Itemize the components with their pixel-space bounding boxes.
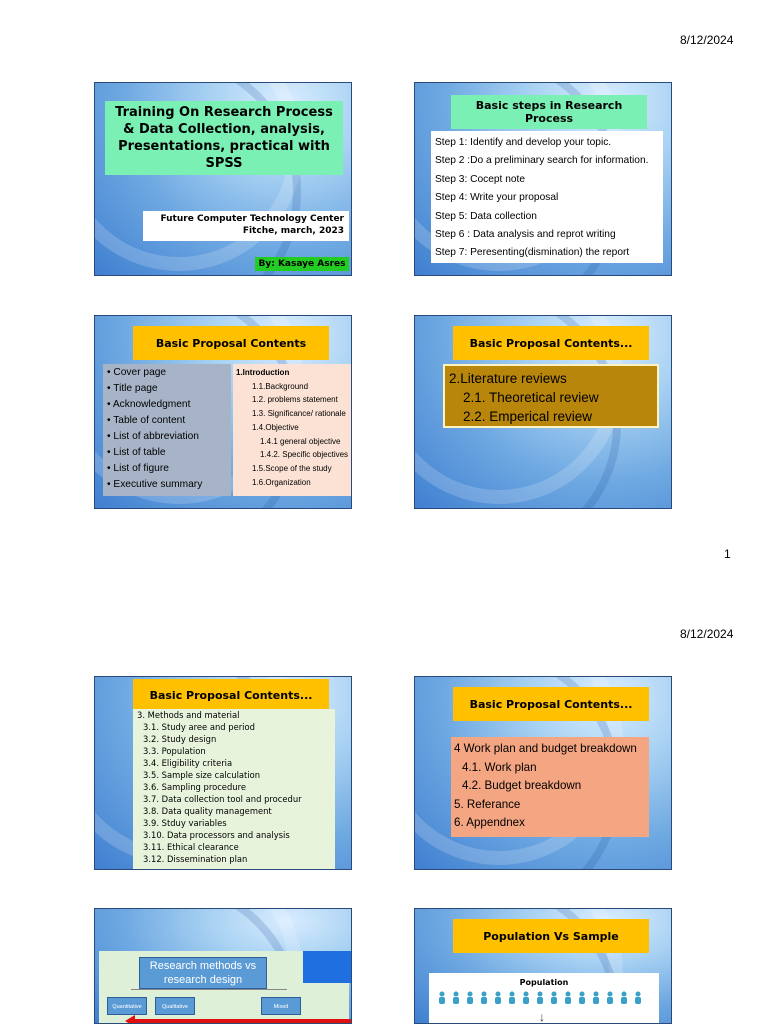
literature-review-box [443, 364, 659, 428]
slide-title-heading: Training On Research Process & Data Collection, analysis, Presentations, practical with SPSS [105, 101, 343, 175]
slide-research-steps-heading: Basic steps in Research Process [451, 95, 647, 129]
slide-methods-heading: Basic Proposal Contents... [133, 679, 329, 711]
list-item: 2.Literature reviews [449, 371, 567, 386]
step-item: Step 3: Cocept note [435, 173, 526, 185]
introduction-list [233, 364, 352, 496]
list-item: 1.4.1 general objective [260, 436, 341, 446]
population-panel [429, 973, 659, 1024]
front-matter-list [103, 364, 231, 496]
list-item: 3.1. Study aree and period [143, 722, 255, 732]
list-item: 3.3. Population [143, 746, 206, 756]
list-item: 1.3. Significance/ rationale [252, 409, 346, 419]
list-item: • Table of content [107, 415, 186, 426]
blue-block [303, 951, 352, 983]
list-item: 3.9. Stduy variables [143, 818, 227, 828]
list-item: 1.6.Organization [252, 477, 311, 487]
center-name: Future Computer Technology Center [160, 214, 344, 224]
slide-population-sample [414, 908, 672, 1024]
red-arrow [133, 1019, 351, 1023]
list-item: 4.1. Work plan [462, 760, 537, 774]
slide-proposal-contents [94, 315, 352, 509]
list-item: 4.2. Budget breakdown [462, 779, 582, 793]
center-location: Fitche, march, 2023 [242, 226, 344, 236]
list-item: 3.6. Sampling procedure [143, 782, 246, 792]
list-item: • Acknowledgment [107, 399, 191, 410]
people-icons [437, 991, 651, 1005]
slide-work-plan [414, 676, 672, 870]
list-item: 1.2. problems statement [252, 395, 338, 405]
step-item: Step 1: Identify and develop your topic. [435, 137, 612, 148]
slide-work-plan-heading: Basic Proposal Contents... [453, 687, 649, 721]
population-label: Population [519, 978, 569, 987]
slide-methods [94, 676, 352, 870]
list-item: 1.5.Scope of the study [252, 463, 332, 473]
list-item: 1.Introduction [236, 368, 290, 377]
list-item: 3. Methods and material [137, 710, 240, 720]
list-item: 3.8. Data quality management [143, 806, 272, 816]
down-arrow-icon: ↓ [539, 1010, 545, 1024]
qualitative-box: Qualitative [155, 997, 195, 1015]
list-item: 4 Work plan and budget breakdown [454, 742, 637, 755]
page-2-date: 8/12/2024 [680, 627, 734, 641]
methods-list [133, 709, 335, 869]
list-item: 3.7. Data collection tool and procedur [143, 794, 302, 804]
author-label: By: Kasaye Asres [255, 257, 349, 271]
slide-literature-review-heading: Basic Proposal Contents... [453, 326, 649, 360]
slide-proposal-contents-heading: Basic Proposal Contents [133, 326, 329, 360]
list-item: 3.12. Dissemination plan [143, 854, 248, 864]
list-item: • Cover page [107, 367, 167, 378]
list-item: 1.4.2. Specific objectives [260, 450, 349, 460]
list-item: 2.2. Emperical review [463, 409, 593, 424]
slide-literature-review [414, 315, 672, 509]
step-item: Step 7: Peresenting(dismination) the report [435, 247, 630, 259]
slide-title [94, 82, 352, 276]
list-item: 1.4.Objective [252, 422, 299, 432]
list-item: 5. Referance [454, 797, 521, 811]
step-item: Step 4: Write your proposal [435, 192, 559, 204]
step-item: Step 6 : Data analysis and reprot writing [435, 229, 616, 241]
list-item: 3.2. Study design [143, 734, 217, 744]
slide-methods-vs-design [94, 908, 352, 1024]
list-item: 6. Appendnex [454, 816, 525, 830]
list-item: • Executive summary [107, 479, 203, 490]
red-arrow-head [125, 1015, 135, 1024]
diagram-heading: Research methods vs research design [139, 957, 267, 989]
list-item: 3.10. Data processors and analysis [143, 830, 290, 840]
page-1-number: 1 [724, 547, 731, 561]
steps-list [431, 131, 663, 263]
list-item: 2.1. Theoretical review [463, 390, 599, 405]
step-item: Step 5: Data collection [435, 210, 537, 222]
page-1-date: 8/12/2024 [680, 33, 734, 47]
connector-line [131, 989, 287, 990]
work-plan-box [451, 737, 649, 837]
slide-research-steps [414, 82, 672, 276]
list-item: 3.4. Eligibility criteria [143, 758, 233, 768]
list-item: • Title page [107, 383, 158, 394]
list-item: 3.11. Ethical clearance [143, 842, 239, 852]
mixed-box: Mixed [261, 997, 301, 1015]
slide-population-sample-heading: Population Vs Sample [453, 919, 649, 953]
list-item: • List of figure [107, 463, 169, 474]
people-row [437, 991, 651, 1005]
quantitative-box: Quantitative [107, 997, 147, 1015]
list-item: • List of table [107, 447, 166, 458]
step-item: Step 2 :Do a preliminary search for information. [435, 155, 649, 167]
slide-title-organization [143, 211, 349, 241]
list-item: 3.5. Sample size calculation [143, 770, 261, 780]
list-item: 1.1.Background [252, 381, 309, 391]
list-item: • List of abbreviation [107, 431, 199, 442]
